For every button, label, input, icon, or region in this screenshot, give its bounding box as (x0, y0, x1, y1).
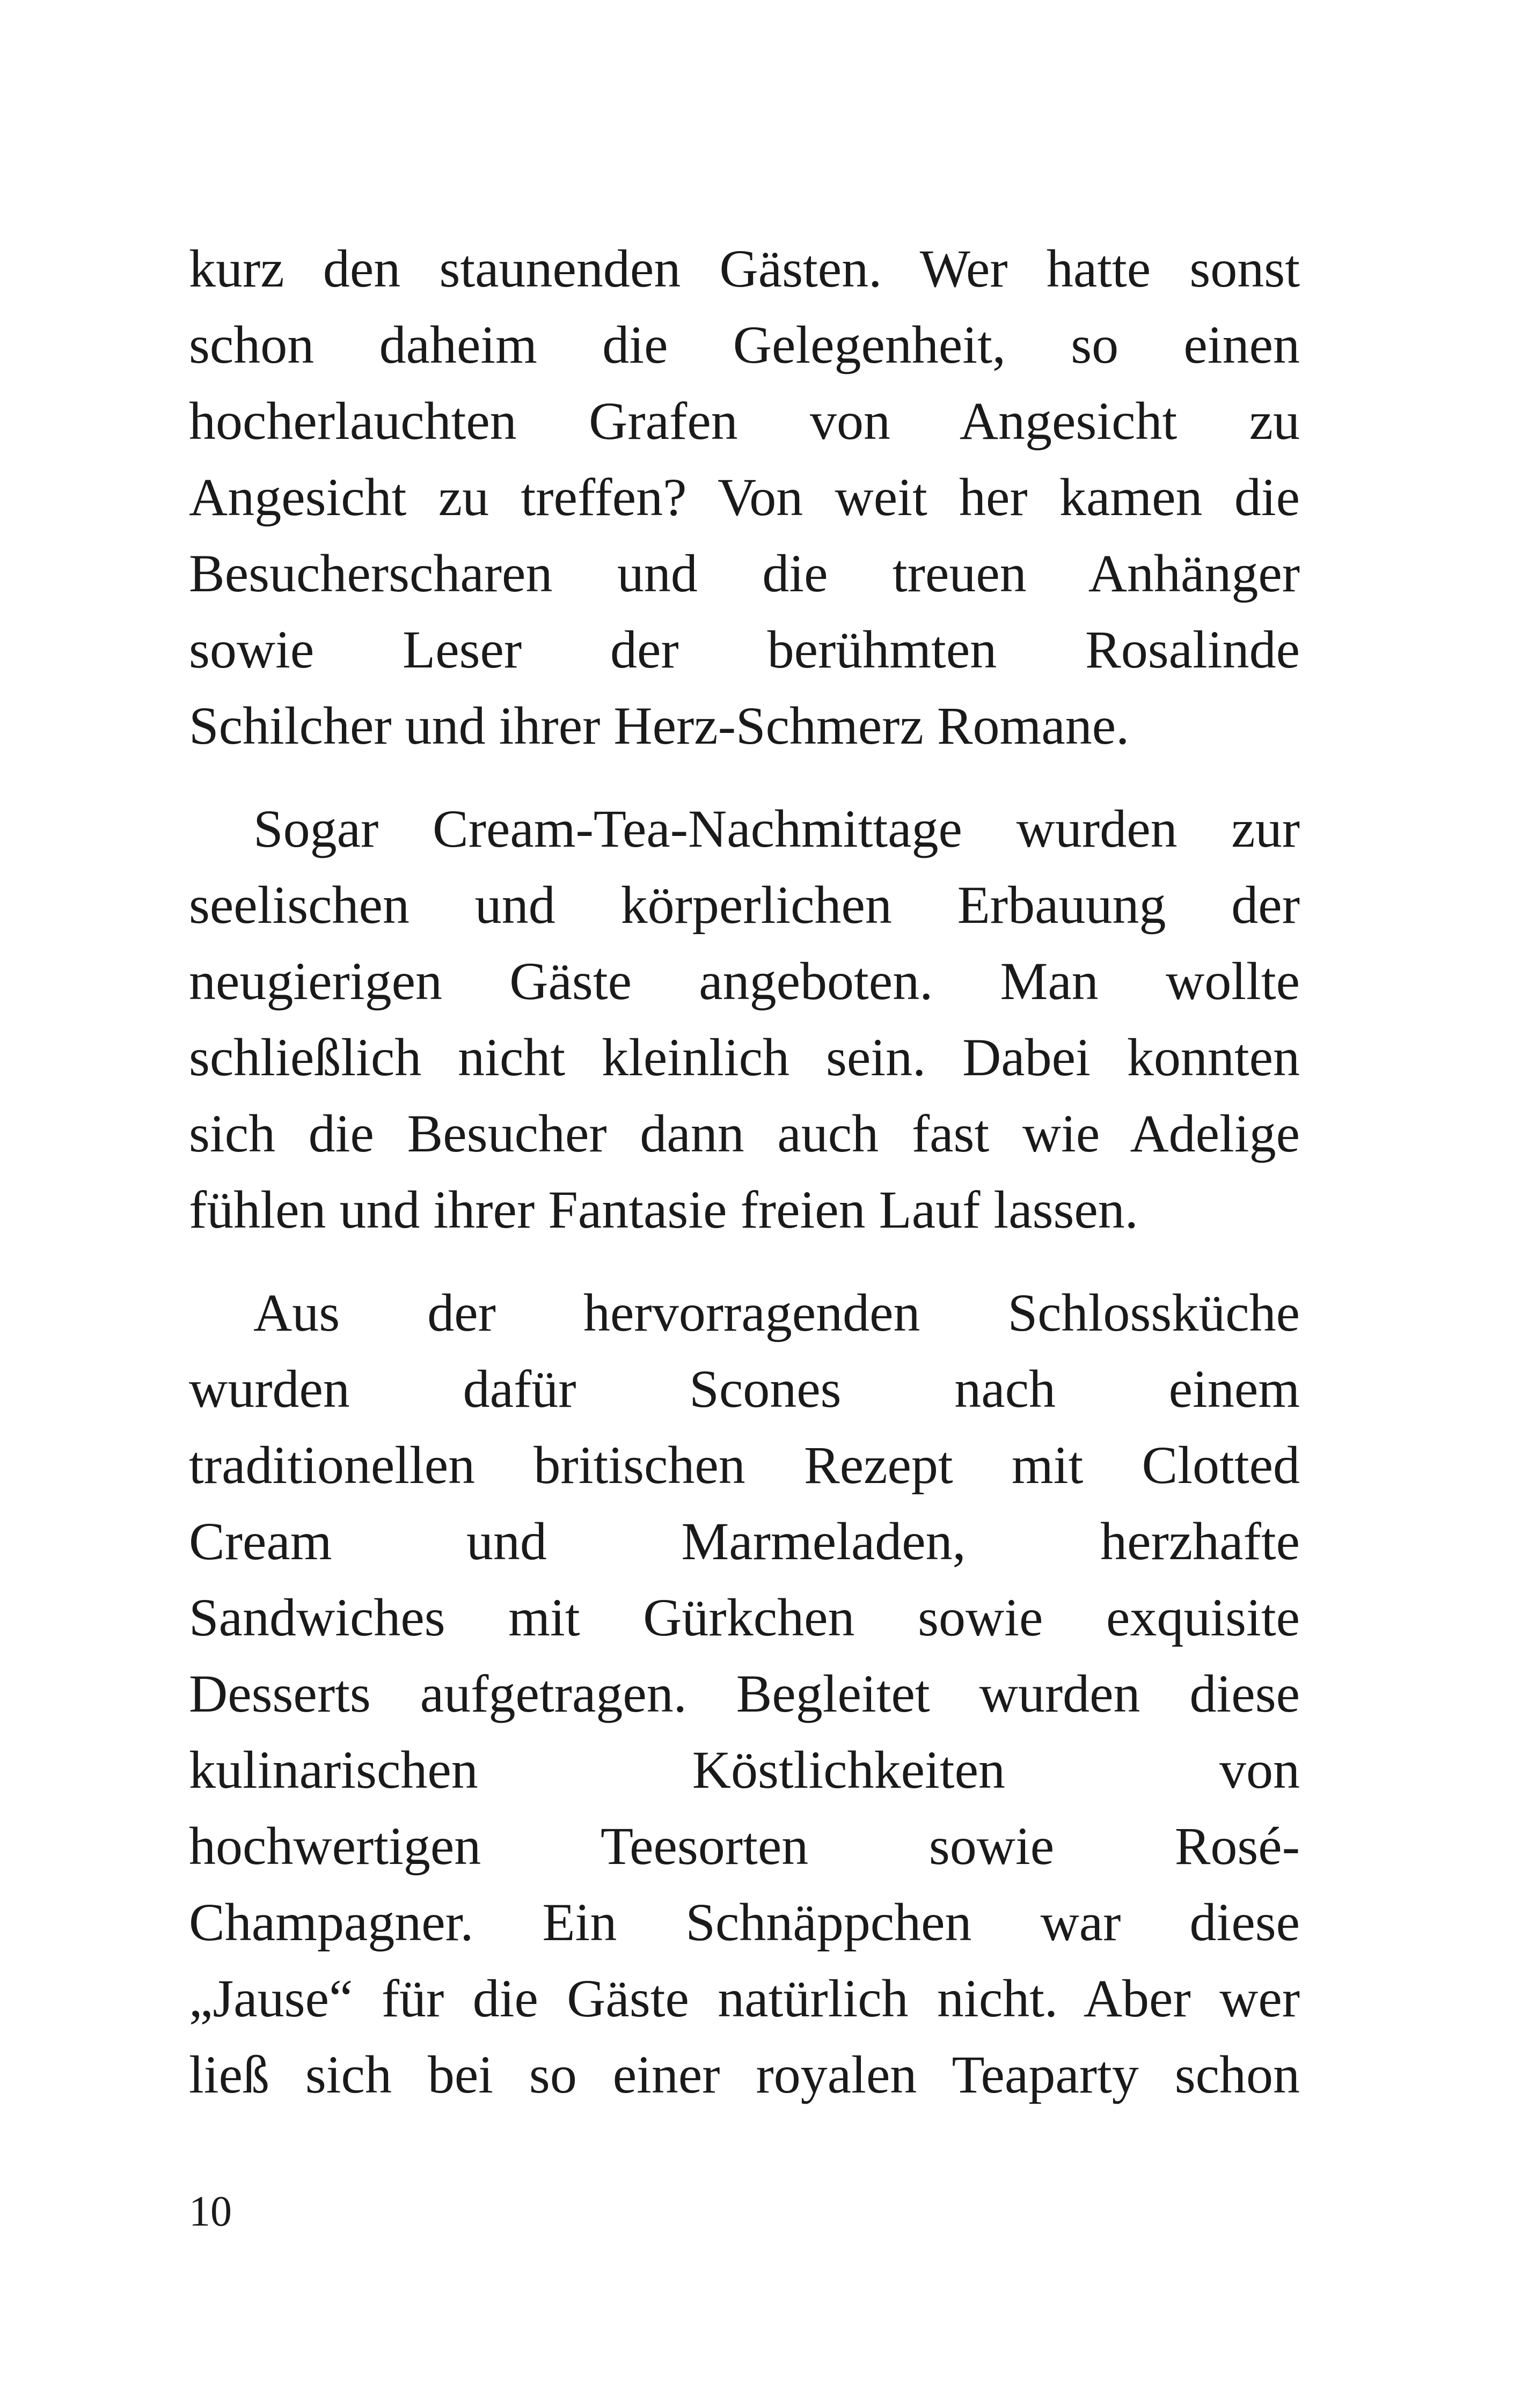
text-line: fühlen und ihrer Fantasie freien Lauf lassen. (189, 1180, 1138, 1239)
paragraph-1 (189, 231, 1300, 764)
text-line: Sandwiches mit Gürkchen sowie exquisite (189, 1588, 1300, 1647)
text-line: wurden dafür Scones nach einem (189, 1359, 1300, 1419)
text-line: kurz den staunenden Gästen. Wer hatte sonst (189, 239, 1300, 298)
text-line: hocherlauchten Grafen von Angesicht zu (189, 391, 1300, 451)
page-number: 10 (189, 2188, 232, 2235)
text-line: Besucherscharen und die treuen Anhänger (189, 544, 1300, 603)
text-line: schließlich nicht kleinlich sein. Dabei konnten (189, 1027, 1300, 1087)
text-line: schon daheim die Gelegenheit, so einen (189, 315, 1300, 375)
text-line: Aus der hervorragenden Schlossküche (253, 1283, 1300, 1342)
text-line: ließ sich bei so einer royalen Teaparty schon (189, 2045, 1300, 2104)
text-line: seelischen und körperlichen Erbauung der (189, 875, 1300, 935)
text-line: Desserts aufgetragen. Begleitet wurden diese (189, 1664, 1300, 1723)
text-line: traditionellen britischen Rezept mit Clotted (189, 1435, 1300, 1495)
text-line: „Jause“ für die Gäste natürlich nicht. Aber wer (189, 1969, 1300, 2028)
body-text (189, 231, 1300, 2113)
text-line: sowie Leser der berühmten Rosalinde (189, 620, 1300, 679)
text-line: Angesicht zu treffen? Von weit her kamen die (189, 467, 1300, 527)
text-line: Sogar Cream-Tea-Nachmittage wurden zur (253, 799, 1300, 858)
text-line: Schilcher und ihrer Herz-Schmerz Romane. (189, 696, 1130, 755)
text-line: neugierigen Gäste angeboten. Man wollte (189, 951, 1300, 1011)
text-line: hochwertigen Teesorten sowie Rosé- (189, 1816, 1300, 1876)
paragraph-3 (189, 1275, 1300, 2113)
text-line: kulinarischen Köstlichkeiten von (189, 1740, 1300, 1800)
paragraph-2 (189, 791, 1300, 1248)
text-line: Champagner. Ein Schnäppchen war diese (189, 1892, 1300, 1952)
text-line: Cream und Marmeladen, herzhafte (189, 1511, 1300, 1571)
text-line: sich die Besucher dann auch fast wie Adelige (189, 1104, 1300, 1163)
